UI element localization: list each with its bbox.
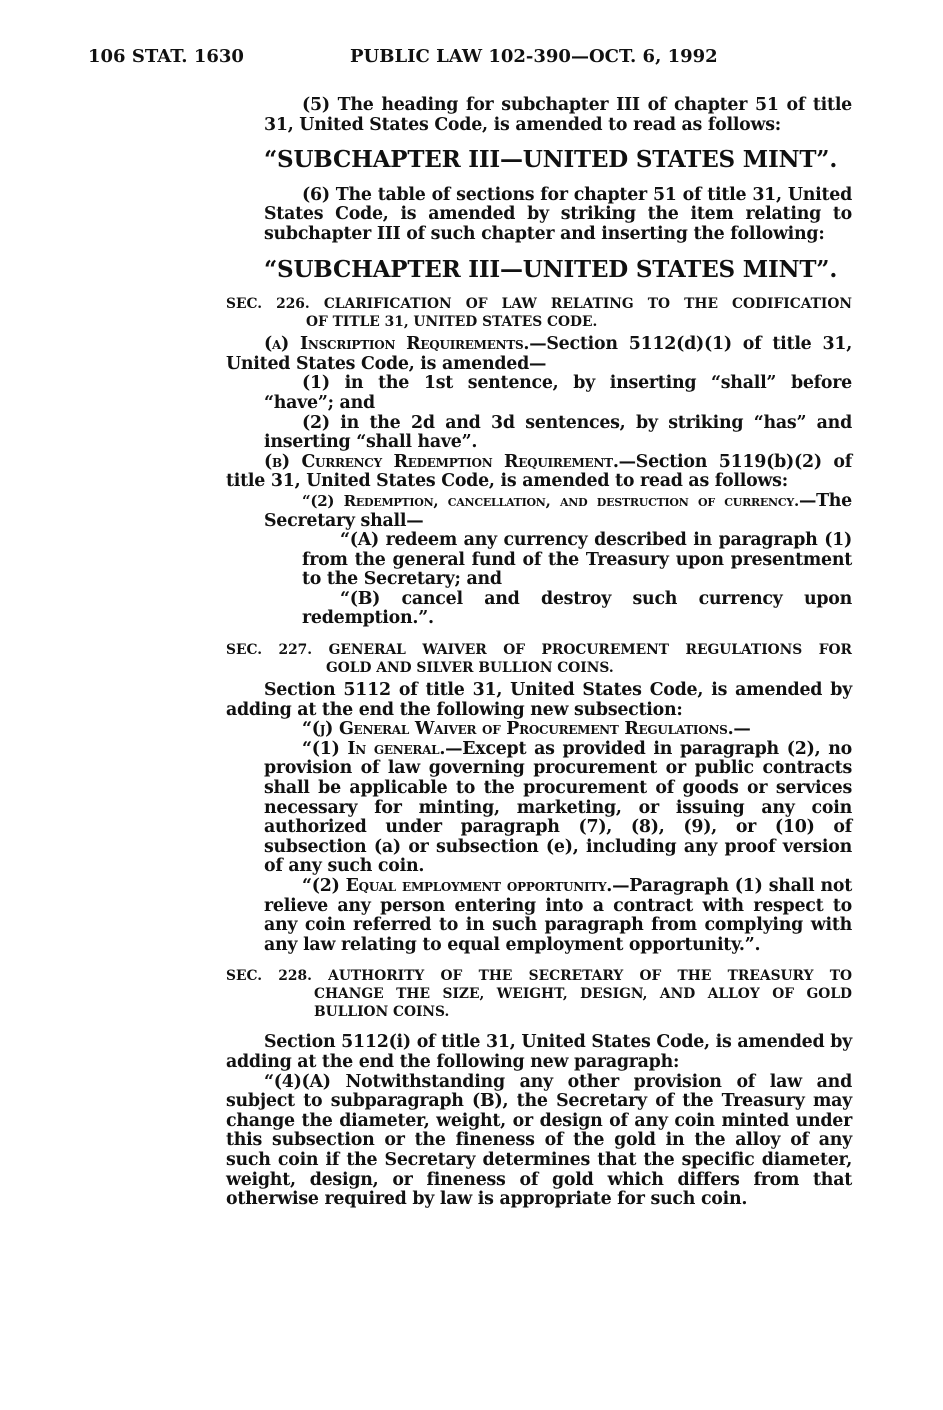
subchapter-heading-1: “SUBCHAPTER III—UNITED STATES MINT”.	[264, 146, 838, 174]
section-title-line: CLARIFICATION OF LAW RELATING TO THE CODIFICATION	[323, 296, 852, 313]
subsection-b	[226, 453, 852, 492]
section-title-line: AUTHORITY OF THE SECRETARY OF THE TREASURY TO	[328, 968, 852, 985]
subsection-label: (a) Inscription Requirements.	[264, 334, 530, 355]
section-title-line: OF TITLE 31, UNITED STATES CODE.	[306, 314, 598, 331]
subsection-dash: —	[733, 719, 751, 740]
paragraph-2-equal-employment	[226, 877, 852, 955]
subsection-label: “(j) General Waiver of Procurement Regulations.	[302, 719, 734, 740]
section-title-line: GOLD AND SILVER BULLION COINS.	[326, 660, 614, 677]
section-title-line: BULLION COINS.	[314, 1004, 450, 1021]
section-226-heading	[226, 295, 852, 331]
section-title-line: GENERAL WAIVER OF PROCUREMENT REGULATIONS FOR	[328, 642, 852, 659]
statute-page-number: 106 STAT. 1630	[88, 46, 244, 67]
subparagraph-b: “(B) cancel and destroy such currency upon redemption.”.	[302, 588, 852, 629]
section-228-intro: Section 5112(i) of title 31, United States Code, is amended by adding at the end the following new paragraph:	[226, 1032, 852, 1072]
section-227-intro: Section 5112 of title 31, United States Code, is amended by adding at the end the following new subsection:	[226, 680, 852, 720]
subsection-text: —Section 5112(d)(1) of title 31, United States Code, is amended—	[226, 334, 852, 374]
paragraph-label: “(2) Redemption, cancellation, and destruction of currency.	[302, 491, 799, 510]
public-law-header: PUBLIC LAW 102-390—OCT. 6, 1992	[350, 46, 718, 67]
paragraph-text: —The Secretary shall—	[264, 490, 852, 531]
document-body	[226, 96, 852, 1210]
section-228-heading	[226, 967, 852, 1021]
subchapter-heading-2: “SUBCHAPTER III—UNITED STATES MINT”.	[264, 255, 838, 283]
paragraph-6: (6) The table of sections for chapter 51 of title 31, United States Code, is amended by striking the item relating to subchapter III of such chapter and inserting the following:	[264, 184, 852, 244]
paragraph-label: “(2) Equal employment opportunity.	[302, 876, 613, 896]
section-number: SEC. 226.	[226, 296, 310, 313]
clause-1: (1) in the 1st sentence, by inserting “shall” before “have”; and	[264, 373, 852, 413]
subparagraph-a: “(A) redeem any currency described in paragraph (1) from the general fund of the Treasury upon presentment to the Secretary; and	[302, 530, 852, 590]
subsection-a	[226, 335, 852, 374]
clause-2: (2) in the 2d and 3d sentences, by striking “has” and inserting “shall have”.	[264, 412, 852, 453]
subsection-label: (b) Currency Redemption Requirement.	[264, 451, 619, 472]
paragraph-text: —Except as provided in paragraph (2), no provision of law governing procurement or public contracts shall be applicable to the procurement of goods or services necessary for minting, marketing, or issuing any coin authorized under paragraph (7), (8), (9), or (10) of subsection (a) or subsection (e), including any proof version of any such coin.	[264, 738, 852, 877]
paragraph-1-general	[226, 740, 852, 877]
subsection-text: —Section 5119(b)(2) of title 31, United States Code, is amended to read as follows:	[226, 451, 852, 492]
paragraph-label: “(1) In general.	[302, 738, 446, 759]
subsection-j	[226, 720, 852, 740]
section-number: SEC. 227.	[226, 642, 313, 659]
paragraph-4: “(4)(A) Notwithstanding any other provision of law and subject to subparagraph (B), the Secretary of the Treasury may change the diameter, weight, or design of any coin minted under this subsection or the fineness of the gold in the alloy of any such coin if the Secretary determines that the specific diameter, weight, design, or fineness of gold which differs from that otherwise required by law is appropriate for such coin.	[226, 1071, 852, 1210]
paragraph-2-redemption	[226, 492, 852, 531]
section-title-line: CHANGE THE SIZE, WEIGHT, DESIGN, AND ALLOY OF GOLD	[314, 986, 852, 1003]
paragraph-text: —Paragraph (1) shall not relieve any person entering into a contract with respect to any coin referred to in such paragraph from complying with any law relating to equal employment opportunity.”.	[264, 876, 852, 955]
paragraph-5: (5) The heading for subchapter III of chapter 51 of title 31, United States Code, is amended to read as follows:	[264, 95, 852, 135]
section-227-heading	[226, 641, 852, 677]
section-number: SEC. 228.	[226, 968, 312, 985]
